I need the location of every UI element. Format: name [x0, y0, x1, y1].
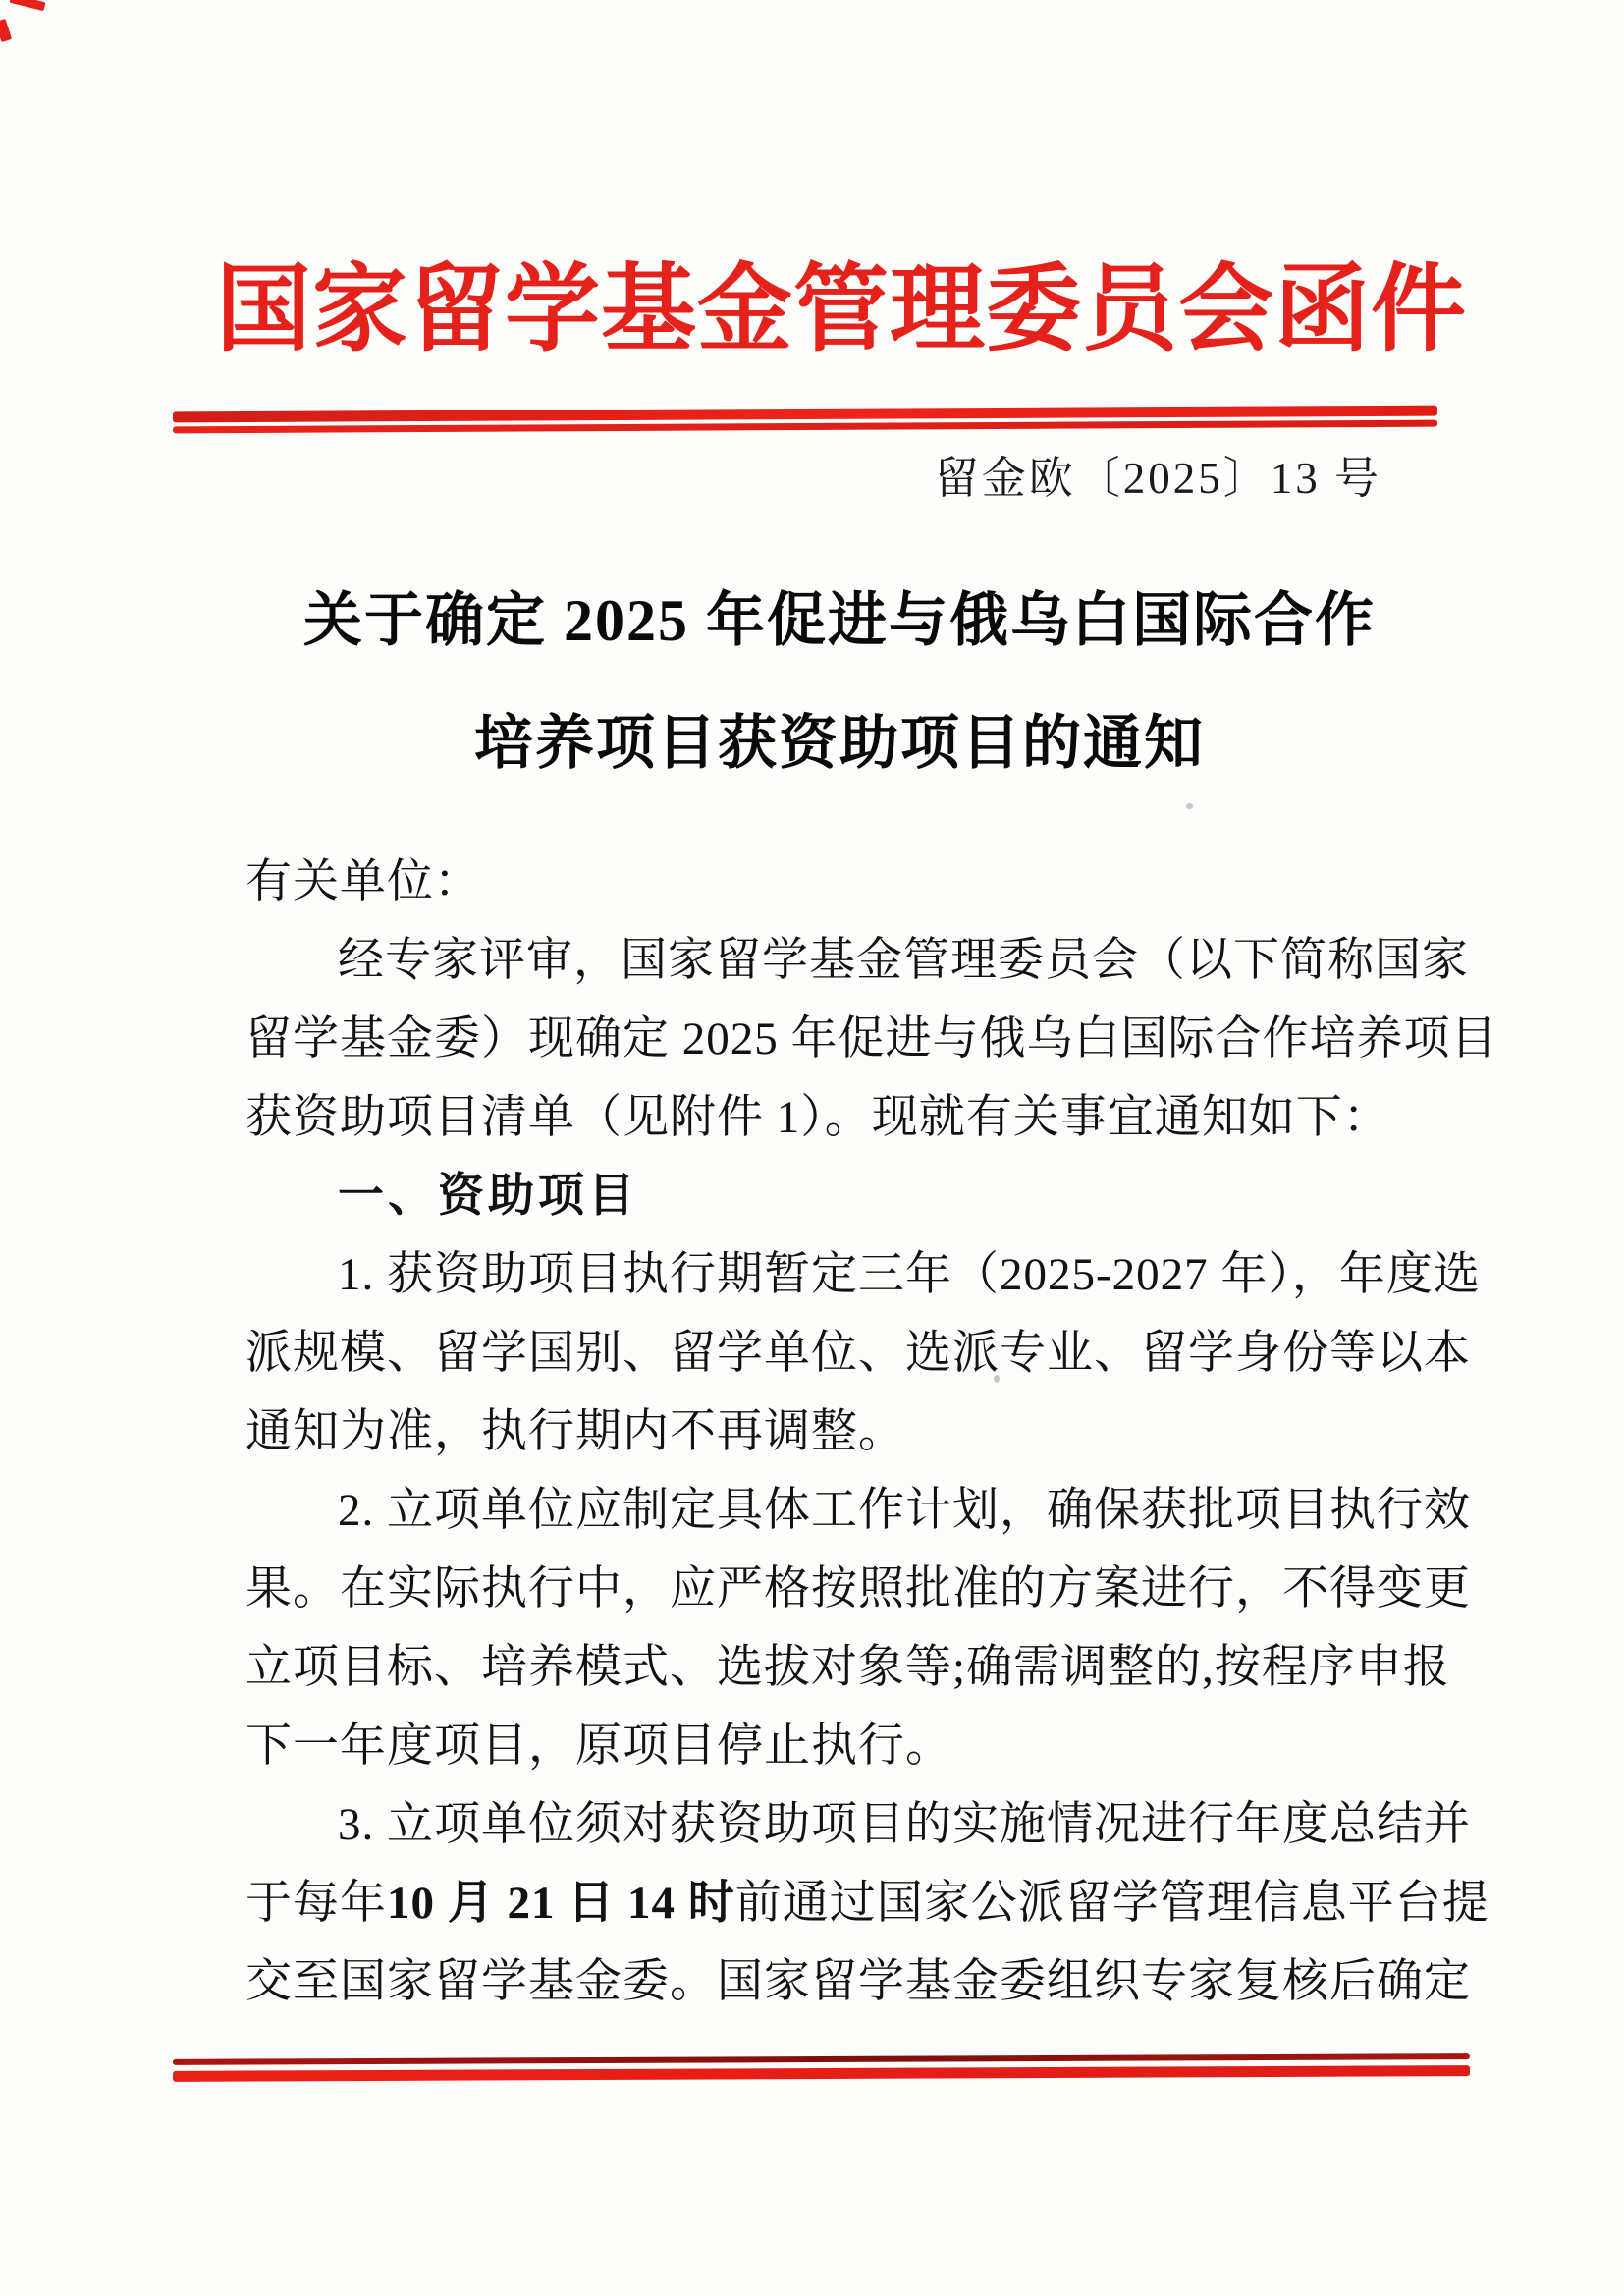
letterhead-double-rule — [173, 406, 1437, 434]
body-text-segment: 1. 获资助项目执行期暂定三年（2025-2027 年），年度选 — [338, 1249, 1481, 1300]
document-number: 留金欧〔2025〕13 号 — [934, 454, 1381, 503]
body-text-segment: 一、资助项目 — [338, 1169, 638, 1223]
body-text-segment: 10 月 21 日 14 时 — [387, 1878, 735, 1929]
body-text-segment: 获资助项目清单（见附件 1）。现就有关事宜通知如下： — [245, 1092, 1390, 1143]
body-text-segment: 下一年度项目，原项目停止执行。 — [245, 1721, 952, 1772]
rule-line-thick — [173, 2065, 1470, 2082]
body-text-segment: 通知为准，执行期内不再调整。 — [245, 1406, 905, 1457]
body-line — [245, 921, 1469, 1000]
body-line — [245, 843, 1463, 921]
body-text-segment: 有关单位： — [245, 856, 481, 907]
body-text-segment: 经专家评审，国家留学基金管理委员会（以下简称国家 — [338, 935, 1469, 986]
body-text-segment: 果。在实际执行中，应严格按照批准的方案进行，不得变更 — [245, 1563, 1471, 1614]
body-text-segment: 派规模、留学国别、留学单位、选派专业、留学身份等以本 — [245, 1328, 1471, 1379]
body-line — [245, 1942, 1471, 2021]
body-line — [245, 1000, 1498, 1078]
letterhead-title: 国家留学基金管理委员会函件 — [216, 257, 1467, 362]
rule-line-thin — [173, 420, 1437, 434]
body-text-segment: 交至国家留学基金委。国家留学基金委组织专家复核后确定 — [245, 1956, 1471, 2007]
body-text-segment: 于每年 — [245, 1878, 387, 1929]
notice-title — [27, 560, 1624, 805]
body-line — [245, 1550, 1471, 1628]
body-text-segment: 2. 立项单位应制定具体工作计划，确保获批项目执行效 — [338, 1485, 1471, 1536]
body-line — [245, 1707, 1463, 1785]
body-text-segment: 3. 立项单位须对获资助项目的实施情况进行年度总结并 — [338, 1799, 1471, 1850]
body-line — [245, 1785, 1471, 1864]
body-line — [245, 1864, 1489, 1942]
body-text-segment: 前通过国家公派留学管理信息平台提 — [734, 1878, 1489, 1929]
body-text-segment: 留学基金委）现确定 2025 年促进与俄乌白国际合作培养项目 — [245, 1013, 1498, 1065]
rule-line-thin — [173, 2053, 1470, 2065]
notice-title-line2: 培养项目获资助项目的通知 — [474, 711, 1205, 776]
section-heading — [245, 1157, 1463, 1235]
body-line — [245, 1314, 1471, 1393]
body-line — [245, 1235, 1481, 1314]
notice-body — [245, 843, 1498, 2021]
body-text-segment: 立项目标、培养模式、选拔对象等;确需调整的,按程序申报 — [245, 1642, 1450, 1693]
body-line — [245, 1628, 1463, 1707]
body-line — [245, 1078, 1463, 1157]
scan-artifact-red-mark — [9, 0, 45, 11]
body-line — [245, 1393, 1463, 1471]
scan-artifact-red-mark — [0, 19, 12, 42]
body-line — [245, 1471, 1471, 1550]
notice-title-line1: 关于确定 2025 年促进与俄乌白国际合作 — [303, 588, 1376, 653]
footer-double-rule — [173, 2053, 1470, 2082]
